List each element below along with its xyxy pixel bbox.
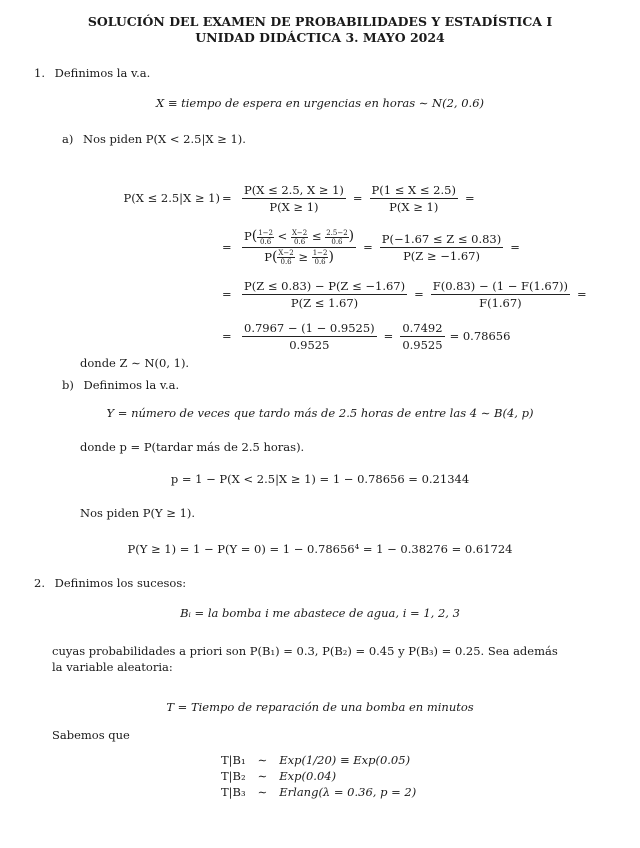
numerator: 2.5−2	[326, 228, 348, 237]
equation-row-4	[0, 314, 640, 358]
denominator: 0.6	[280, 258, 292, 266]
equation-row-1	[0, 176, 640, 220]
numerator: P( $\frac{1-2}{0.6}$ < $\frac{X-2}{0.6}$ ≤ $\frac{2.5-2}{0.6}$ )	[244, 228, 355, 246]
numerator: P(X ≤ 2.5, X ≥ 1)	[244, 182, 344, 197]
part-b-statement	[62, 378, 179, 392]
equals-sign: =	[510, 240, 520, 254]
distribution-row	[215, 768, 422, 784]
small-fraction	[325, 229, 348, 246]
question-2-sabemos: Sabemos que	[52, 728, 130, 742]
distribution-relation: ∼	[257, 753, 268, 767]
equals-sign: =	[222, 240, 232, 254]
question-1-intro: Definimos la v.a.	[54, 66, 151, 80]
equation-row-2	[0, 222, 640, 272]
fraction	[380, 232, 503, 263]
part-a-text: Nos piden P(X < 2.5|X ≥ 1).	[83, 132, 246, 146]
question-1-heading	[34, 66, 150, 80]
equation-row-3	[0, 272, 640, 316]
prob-symbol: P	[264, 249, 272, 264]
equals-sign: =	[352, 191, 363, 205]
numerator: P(Z ≤ 0.83) − P(Z ≤ −1.67)	[244, 278, 406, 293]
numerator: 1−2	[312, 249, 328, 257]
question-2-number: 2.	[34, 576, 45, 590]
part-b-p-equation: p = 1 − P(X < 2.5|X ≥ 1) = 1 − 0.78656 = 0.21344	[170, 472, 470, 486]
equals-sign: =	[414, 287, 424, 301]
equals-sign: =	[222, 329, 232, 343]
part-b-result: P(Y ≥ 1) = 1 − P(Y = 0) = 1 − 0.78656⁴ = 1 − 0.38276 = 0.61724	[127, 542, 513, 556]
small-fraction	[291, 229, 308, 246]
equals-sign: =	[363, 240, 373, 254]
part-b-donde: donde p = P(tardar más de 2.5 horas).	[80, 440, 305, 454]
question-2-t-definition: T = Tiempo de reparación de una bomba en minutos	[166, 700, 474, 714]
part-a-donde: donde Z ∼ N(0, 1).	[80, 356, 190, 370]
numerator: 0.7492	[402, 320, 443, 335]
numerator: X−2	[291, 228, 308, 237]
equals-sign: =	[464, 191, 475, 205]
denominator: 0.9525	[289, 337, 330, 352]
equals-sign: =	[222, 287, 232, 301]
prob-symbol: P	[244, 229, 252, 243]
part-a-label: a)	[62, 132, 74, 146]
document-title-line-1: SOLUCIÓN DEL EXAMEN DE PROBABILIDADES Y ESTADÍSTICA I	[87, 14, 553, 29]
numerator: P(−1.67 ≤ Z ≤ 0.83)	[381, 231, 502, 246]
denominator: P(Z ≤ 1.67)	[290, 295, 359, 310]
denominator: 0.6	[331, 237, 343, 246]
question-1-number: 1.	[34, 66, 45, 80]
part-b-text: Definimos la v.a.	[83, 378, 180, 392]
fraction	[242, 279, 407, 310]
fraction	[242, 183, 346, 214]
distribution-rhs: Erlang(λ = 0.36, p = 2)	[279, 785, 417, 799]
distribution-row	[215, 752, 422, 768]
numerator: X−2	[278, 249, 294, 257]
denominator: F(1.67)	[479, 295, 522, 310]
question-2-priors-line-2: la variable aleatoria:	[52, 660, 173, 674]
numerator: 1−2	[258, 228, 273, 237]
fraction	[242, 321, 377, 352]
distribution-relation: ∼	[257, 769, 268, 783]
denominator: P(Z ≥ −1.67)	[403, 248, 480, 263]
small-fraction	[277, 249, 294, 266]
standardized-fraction	[242, 228, 356, 266]
question-2-heading	[34, 576, 186, 590]
distribution-lhs: T|B₃	[221, 785, 246, 799]
part-b-piden: Nos piden P(Y ≥ 1).	[80, 506, 196, 520]
document-title-line-2: UNIDAD DIDÁCTICA 3. MAYO 2024	[195, 30, 445, 45]
denominator: 0.9525	[402, 337, 443, 352]
numerator: P(1 ≤ X ≤ 2.5)	[371, 182, 456, 197]
final-result: = 0.78656	[449, 329, 511, 343]
distribution-lhs: T|B₁	[221, 753, 246, 767]
part-b-va-definition: Y = número de veces que tardo más de 2.5 horas de entre las 4 ∼ B(4, p)	[106, 406, 534, 420]
equals-sign: =	[222, 191, 232, 205]
distribution-row	[215, 784, 422, 800]
question-1-va-definition: X ≡ tiempo de espera en urgencias en horas ∼ N(2, 0.6)	[155, 96, 485, 110]
question-2-priors-line-1: cuyas probabilidades a priori son P(B₁) = 0.3, P(B₂) = 0.45 y P(B₃) = 0.25. Sea además	[52, 644, 558, 658]
conditional-probability-lhs: P(X ≤ 2.5|X ≥ 1)	[123, 191, 220, 205]
question-2-event-definition: Bᵢ = la bomba i me abastece de agua, i = 1, 2, 3	[180, 606, 460, 620]
distribution-relation: ∼	[257, 785, 268, 799]
distribution-rhs: Exp(1/20) ≡ Exp(0.05)	[279, 753, 411, 767]
denominator: 0.6	[314, 258, 326, 266]
small-fraction	[257, 229, 274, 246]
fraction	[400, 321, 444, 352]
numerator: 0.7967 − (1 − 0.9525)	[244, 320, 375, 335]
equals-sign: =	[577, 287, 587, 301]
distribution-rhs: Exp(0.04)	[279, 769, 337, 783]
fraction	[431, 279, 570, 310]
fraction	[370, 183, 458, 214]
part-a-statement	[62, 132, 246, 146]
numerator: F(0.83) − (1 − F(1.67))	[432, 278, 569, 293]
denominator: P(X ≥ 1)	[269, 199, 319, 214]
denominator: 0.6	[260, 237, 272, 246]
part-b-label: b)	[62, 378, 74, 392]
conditional-distributions-array	[215, 752, 422, 800]
denominator: P( $\frac{X-2}{0.6}$ ≥ $\frac{1-2}{0.6}$ )	[264, 248, 334, 266]
question-2-intro: Definimos los sucesos:	[54, 576, 187, 590]
equals-sign: =	[383, 329, 394, 343]
small-fraction	[312, 249, 329, 266]
denominator: P(X ≥ 1)	[389, 199, 439, 214]
denominator: 0.6	[294, 237, 306, 246]
distribution-lhs: T|B₂	[221, 769, 246, 783]
